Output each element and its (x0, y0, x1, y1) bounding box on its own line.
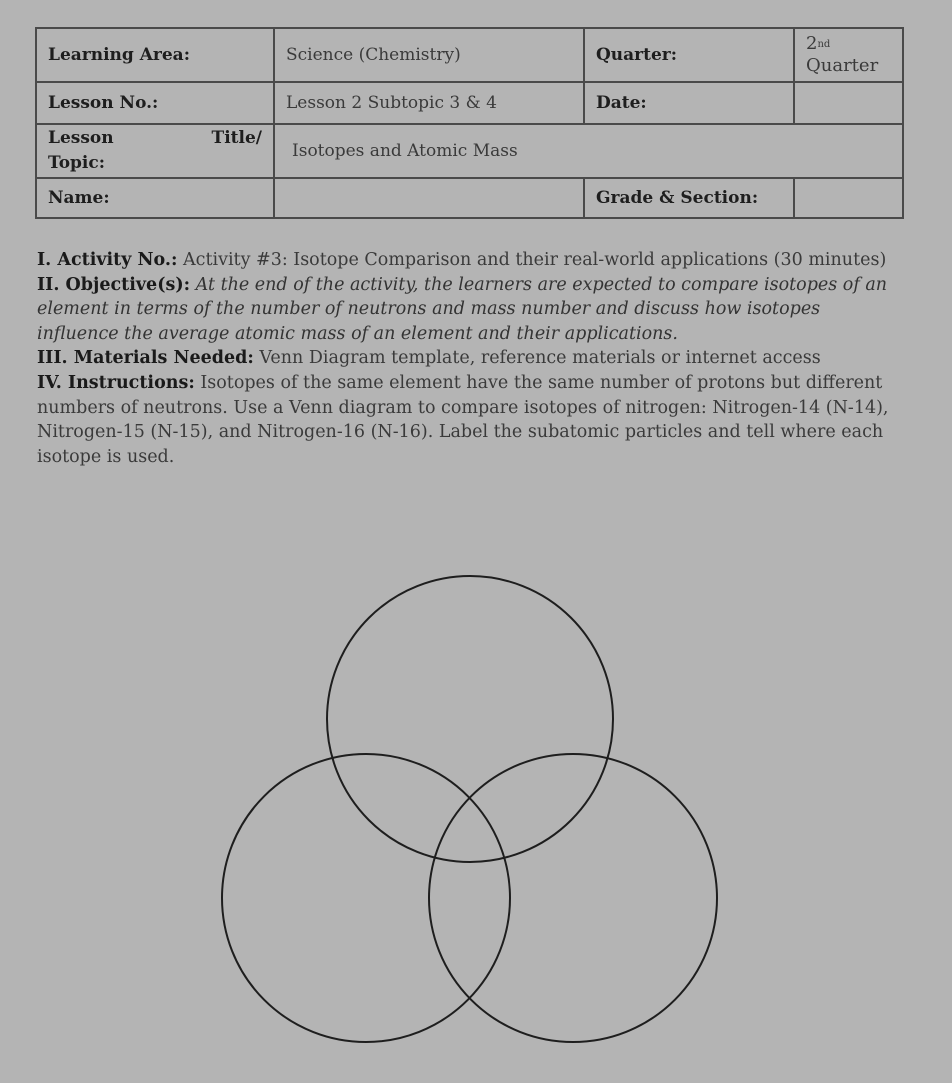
quarter-ordinal-suffix: nd (817, 39, 831, 50)
quarter-label: Quarter: (584, 28, 794, 82)
instructions-text: Isotopes of the same element have the same number of protons but different numbers of neutrons. Use a Venn diagram to compare isotopes of nitrogen: Nitrogen-14 (N-14), Nitrogen-15 (N-15), and Nitrogen-16 (N-16). Label the subatomic particles and tell where each isotope is used. (37, 372, 889, 467)
lesson-title-label-part: Title/ (211, 128, 262, 148)
lesson-title-label-part: Lesson (48, 128, 114, 148)
venn-circle-left (222, 754, 510, 1042)
learning-area-label: Learning Area: (36, 28, 274, 82)
quarter-word: Quarter (806, 55, 879, 76)
grade-section-label: Grade & Section: (584, 178, 794, 218)
instructions-label: IV. Instructions: (37, 372, 195, 393)
venn-circle-right (429, 754, 717, 1042)
date-label: Date: (584, 82, 794, 124)
venn-circle-top (327, 576, 613, 862)
lesson-no-label: Lesson No.: (36, 82, 274, 124)
objectives-label: II. Objective(s): (37, 274, 191, 295)
materials-label: III. Materials Needed: (37, 348, 254, 369)
activity-label: I. Activity No.: (37, 250, 178, 270)
lesson-title-label-part: Topic: (48, 153, 106, 173)
name-label: Name: (36, 178, 274, 218)
objectives-text: At the end of the activity, the learners are expected to compare isotopes of an element in terms of the number of neutrons and mass number and discuss how isotopes influence the average atomic mass of an element and their applications. (37, 274, 888, 344)
learning-area-value: Science (Chemistry) (274, 28, 584, 82)
quarter-number: 2 (806, 33, 818, 54)
lesson-title-value: Isotopes and Atomic Mass (274, 124, 903, 178)
materials-text: Venn Diagram template, reference materials or internet access (259, 348, 821, 369)
activity-text: Activity #3: Isotope Comparison and their real-world applications (30 minutes) (183, 250, 887, 270)
lesson-no-value: Lesson 2 Subtopic 3 & 4 (274, 82, 584, 124)
